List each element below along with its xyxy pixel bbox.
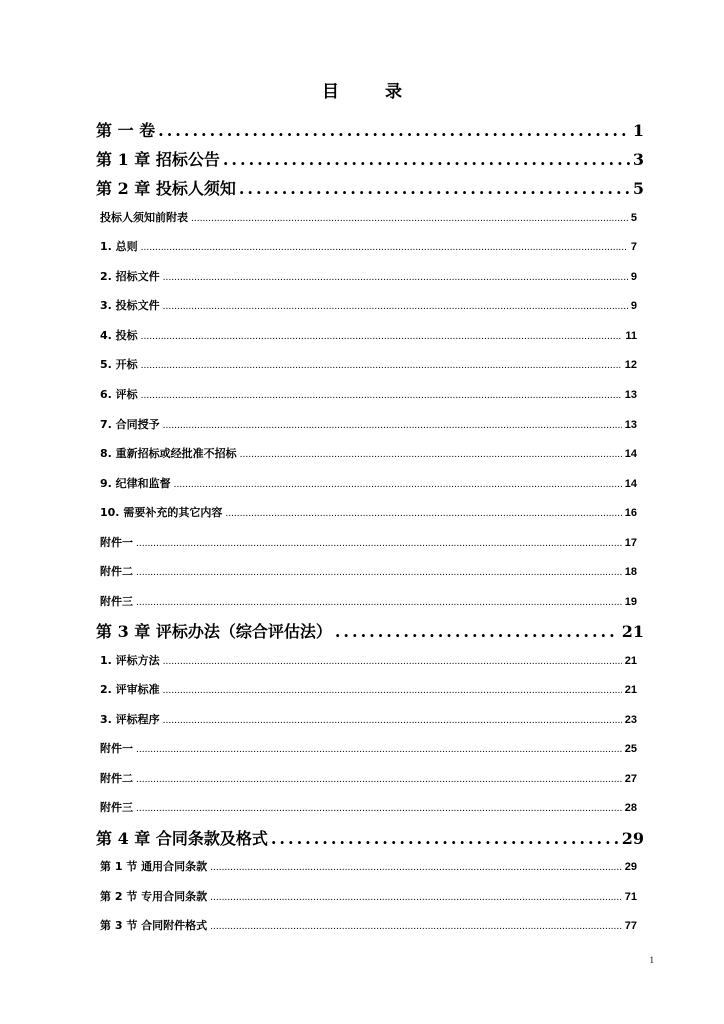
toc-entry-page: 16: [624, 507, 637, 519]
toc-entry-page: 14: [624, 478, 637, 490]
toc-entry-label: 第 1 章 招标公告: [96, 150, 220, 169]
toc-entry[interactable]: [100, 327, 637, 343]
toc-leader: [239, 179, 630, 198]
toc-entry[interactable]: [100, 681, 637, 697]
toc-leader: [136, 742, 622, 755]
toc-leader: [174, 477, 622, 490]
toc-entry-label: 第 2 章 投标人须知: [96, 179, 236, 198]
toc-entry-page: 3: [632, 150, 644, 169]
toc-entry-page: 14: [624, 448, 637, 460]
toc-entry[interactable]: [100, 740, 637, 756]
toc-leader: [136, 772, 622, 785]
toc-entry-page: 18: [624, 566, 637, 578]
toc-entry[interactable]: [96, 118, 644, 141]
toc-entry-page: 5: [632, 179, 644, 198]
toc-entry-page: 77: [624, 920, 637, 932]
toc-entry[interactable]: [100, 858, 637, 874]
toc-entry-label: 8. 重新招标或经批准不招标: [100, 447, 237, 460]
toc-entry[interactable]: [100, 534, 637, 550]
toc-entry-label: 第 3 章 评标办法（综合评估法）: [96, 622, 332, 641]
toc-entry-label: 4. 投标: [100, 329, 138, 342]
toc-entry[interactable]: [100, 416, 637, 432]
toc-entry[interactable]: [100, 445, 637, 461]
toc-entry[interactable]: [100, 711, 637, 727]
toc-entry[interactable]: [100, 563, 637, 579]
toc-leader: [191, 211, 628, 224]
toc-entry-page: 21: [624, 684, 637, 696]
toc-entry-page: 29: [624, 861, 637, 873]
toc-entry[interactable]: [100, 268, 637, 284]
toc-entry-page: 9: [630, 300, 637, 312]
toc-entry-label: 投标人须知前附表: [100, 211, 188, 224]
toc-entry[interactable]: [100, 238, 637, 254]
toc-entry-page: 21: [624, 655, 637, 667]
toc-entry-label: 7. 合同授予: [100, 418, 160, 431]
toc-leader: [163, 713, 622, 726]
page-number: 1: [649, 955, 654, 965]
toc-entry-page: 28: [624, 802, 637, 814]
toc-leader: [141, 388, 622, 401]
toc-entry[interactable]: [100, 386, 637, 402]
toc-entry[interactable]: [100, 652, 637, 668]
toc-entry[interactable]: [100, 917, 637, 933]
toc-entry-label: 附件二: [100, 565, 133, 578]
toc-leader: [136, 801, 622, 814]
toc-entry-label: 2. 招标文件: [100, 270, 160, 283]
toc-leader: [136, 536, 622, 549]
toc-entry[interactable]: [96, 147, 644, 170]
toc-entry-label: 3. 投标文件: [100, 299, 160, 312]
toc-leader: [335, 622, 619, 641]
toc-entry-label: 第 4 章 合同条款及格式: [96, 829, 268, 848]
toc-entry-page: 12: [624, 359, 637, 371]
toc-leader: [158, 121, 630, 140]
toc-leader: [163, 299, 628, 312]
toc-title: 目 录: [322, 82, 422, 102]
toc-entry-label: 附件三: [100, 801, 133, 814]
toc-entry-label: 6. 评标: [100, 388, 138, 401]
toc-entry[interactable]: [100, 297, 637, 313]
toc-leader: [141, 240, 628, 253]
toc-entry-label: 2. 评审标准: [100, 683, 160, 696]
toc-entry[interactable]: [100, 888, 637, 904]
toc-entry[interactable]: [96, 176, 644, 199]
toc-entry-label: 1. 评标方法: [100, 654, 160, 667]
toc-entry-label: 9. 纪律和监督: [100, 477, 171, 490]
toc-entry-label: 第 一 卷: [96, 121, 156, 140]
toc-leader: [141, 358, 622, 371]
toc-entry-page: 1: [632, 121, 644, 140]
toc-entry-page: 7: [630, 241, 637, 253]
toc-leader: [163, 418, 622, 431]
toc-entry-page: 5: [630, 212, 637, 224]
toc-entry[interactable]: [96, 619, 644, 642]
toc-leader: [163, 654, 622, 667]
toc-entry-label: 第 3 节 合同附件格式: [100, 919, 208, 932]
toc-leader: [141, 329, 623, 342]
toc-entry[interactable]: [100, 356, 637, 372]
toc-entry-label: 10. 需要补充的其它内容: [100, 506, 223, 519]
toc-entry-page: 13: [624, 389, 637, 401]
toc-entry[interactable]: [100, 593, 637, 609]
toc-entry-page: 25: [624, 743, 637, 755]
toc-entry[interactable]: [100, 799, 637, 815]
toc-leader: [163, 270, 628, 283]
toc-entry-label: 附件三: [100, 595, 133, 608]
toc-entry-label: 3. 评标程序: [100, 713, 160, 726]
toc-entry-page: 11: [625, 330, 637, 342]
toc-leader: [223, 150, 630, 169]
toc-entry-label: 第 1 节 通用合同条款: [100, 860, 208, 873]
toc-entry-label: 5. 开标: [100, 358, 138, 371]
toc-entry[interactable]: [96, 826, 644, 849]
toc-entry[interactable]: [100, 504, 637, 520]
toc-entry-label: 附件一: [100, 742, 133, 755]
toc-entry-page: 19: [624, 596, 637, 608]
toc-entry-label: 附件二: [100, 772, 133, 785]
toc-leader: [210, 860, 622, 873]
toc-entry-page: 9: [630, 271, 637, 283]
toc-leader: [225, 506, 621, 519]
toc-entry[interactable]: [100, 209, 637, 225]
toc-entry-page: 23: [624, 714, 637, 726]
toc-leader: [240, 447, 622, 460]
toc-entry-label: 1. 总则: [100, 240, 138, 253]
toc-leader: [210, 890, 622, 903]
toc-entry[interactable]: [100, 770, 637, 786]
toc-entry[interactable]: [100, 475, 637, 491]
toc-entry-page: 27: [624, 773, 637, 785]
toc-entry-page: 71: [624, 891, 637, 903]
toc-entry-page: 13: [624, 419, 637, 431]
toc-entry-page: 21: [621, 622, 644, 641]
toc-entry-label: 附件一: [100, 536, 133, 549]
toc-entry-page: 29: [621, 829, 644, 848]
toc-entry-label: 第 2 节 专用合同条款: [100, 890, 208, 903]
toc-leader: [136, 565, 622, 578]
toc-leader: [136, 595, 622, 608]
toc-leader: [163, 683, 622, 696]
toc-leader: [210, 919, 622, 932]
toc-entry-page: 17: [624, 537, 637, 549]
toc-leader: [271, 829, 619, 848]
